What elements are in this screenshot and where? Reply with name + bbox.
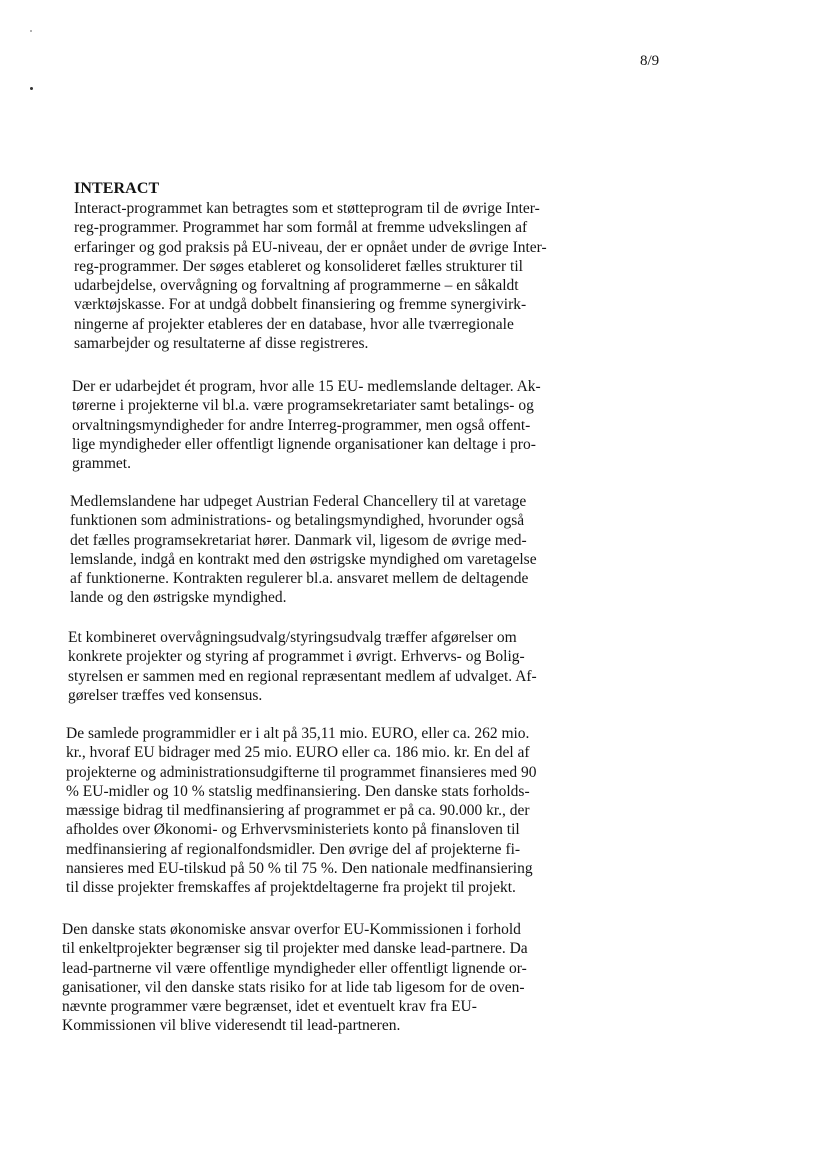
text-line: lige myndigheder eller offentligt lignende organisationer kan deltage i pro- (72, 435, 536, 453)
text-line: reg-programmer. Der søges etableret og konsolideret fælles strukturer til (74, 257, 523, 275)
text-line: styrelsen er sammen med en regional repræsentant medlem af udvalget. Af- (68, 667, 537, 685)
text-line: Medlemslandene har udpeget Austrian Federal Chancellery til at varetage (70, 493, 527, 510)
text-line: Et kombineret overvågningsudvalg/styringsudvalg træffer afgørelser om (68, 629, 517, 646)
text-line: nævnte programmer være begrænset, idet et eventuelt krav fra EU- (62, 998, 477, 1016)
text-line: Interact-programmet kan betragtes som et støtteprogram til de øvrige Inter- (74, 200, 540, 217)
text-line: tørerne i projekterne vil bl.a. være programsekretariater samt betalings- og (72, 397, 534, 415)
paragraph-6 (62, 920, 528, 1036)
text-line: funktionen som administrations- og betalingsmyndighed, hvorunder også (70, 512, 525, 530)
text-line: det fælles programsekretariat hører. Danmark vil, ligesom de øvrige med- (70, 531, 527, 549)
text-line: Den danske stats økonomiske ansvar overfor EU-Kommissionen i forhold (62, 921, 521, 938)
paragraph-3 (70, 492, 537, 608)
text-line: grammet. (72, 455, 131, 473)
text-line: erfaringer og god praksis på EU-niveau, der er opnået under de øvrige Inter- (74, 238, 547, 256)
text-line: ningerne af projekter etableres der en database, hvor alle tværregionale (74, 315, 514, 333)
text-line: medfinansiering af regionalfondsmidler. Den øvrige del af projekterne fi- (66, 840, 521, 858)
text-line: ganisationer, vil den danske stats risiko for at lide tab ligesom for de oven- (62, 978, 525, 996)
text-line: til enkeltprojekter begrænser sig til projekter med danske lead-partnere. Da (62, 940, 528, 958)
text-line: samarbejder og resultaterne af disse registreres. (74, 335, 369, 353)
text-line: til disse projekter fremskaffes af projektdeltagerne fra projekt til projekt. (66, 879, 516, 897)
text-line: udarbejdelse, overvågning og forvaltning af programmerne – en såkaldt (74, 277, 519, 295)
text-line: kr., hvoraf EU bidrager med 25 mio. EURO eller ca. 186 mio. kr. En del af (66, 744, 530, 762)
text-line: orvaltningsmyndigheder for andre Interreg-programmer, men også offent- (72, 416, 531, 434)
text-line: lande og den østrigske myndighed. (70, 589, 287, 607)
paragraph-2 (72, 377, 541, 473)
text-line: Der er udarbejdet ét program, hvor alle 15 EU- medlemslande deltager. Ak- (72, 378, 541, 395)
paragraph-1 (74, 199, 547, 353)
text-line: Kommissionen vil blive videresendt til lead-partneren. (62, 1017, 401, 1035)
text-line: De samlede programmidler er i alt på 35,11 mio. EURO, eller ca. 262 mio. (66, 725, 530, 742)
text-line: mæssige bidrag til medfinansiering af programmet er på ca. 90.000 kr., der (66, 802, 530, 820)
scan-speck (30, 87, 33, 90)
text-line: af funktionerne. Kontrakten regulerer bl.a. ansvaret mellem de deltagende (70, 570, 529, 588)
text-line: afholdes over Økonomi- og Erhvervsministeriets konto på finansloven til (66, 821, 520, 839)
text-line: lemslande, indgå en kontrakt med den østrigske myndighed om varetagelse (70, 550, 537, 568)
text-line: nansieres med EU-tilskud på 50 % til 75 %. Den nationale medfinansiering (66, 860, 533, 878)
text-line: % EU-midler og 10 % statslig medfinansiering. Den danske stats forholds- (66, 782, 530, 800)
paragraph-4 (68, 628, 537, 705)
paragraph-5 (66, 724, 536, 898)
text-line: værktøjskasse. For at undgå dobbelt finansiering og fremme synergivirk- (74, 296, 527, 314)
section-heading: INTERACT (74, 180, 160, 197)
text-line: konkrete projekter og styring af programmet i øvrigt. Erhvervs- og Bolig- (68, 648, 525, 666)
text-line: gørelser træffes ved konsensus. (68, 686, 263, 704)
page-number: 8/9 (640, 53, 660, 69)
text-line: reg-programmer. Programmet har som formål at fremme udvekslingen af (74, 219, 528, 237)
scan-speck (30, 30, 32, 32)
text-line: lead-partnerne vil være offentlige myndigheder eller offentligt lignende or- (62, 959, 527, 977)
text-line: projekterne og administrationsudgifterne til programmet finansieres med 90 (66, 763, 537, 781)
